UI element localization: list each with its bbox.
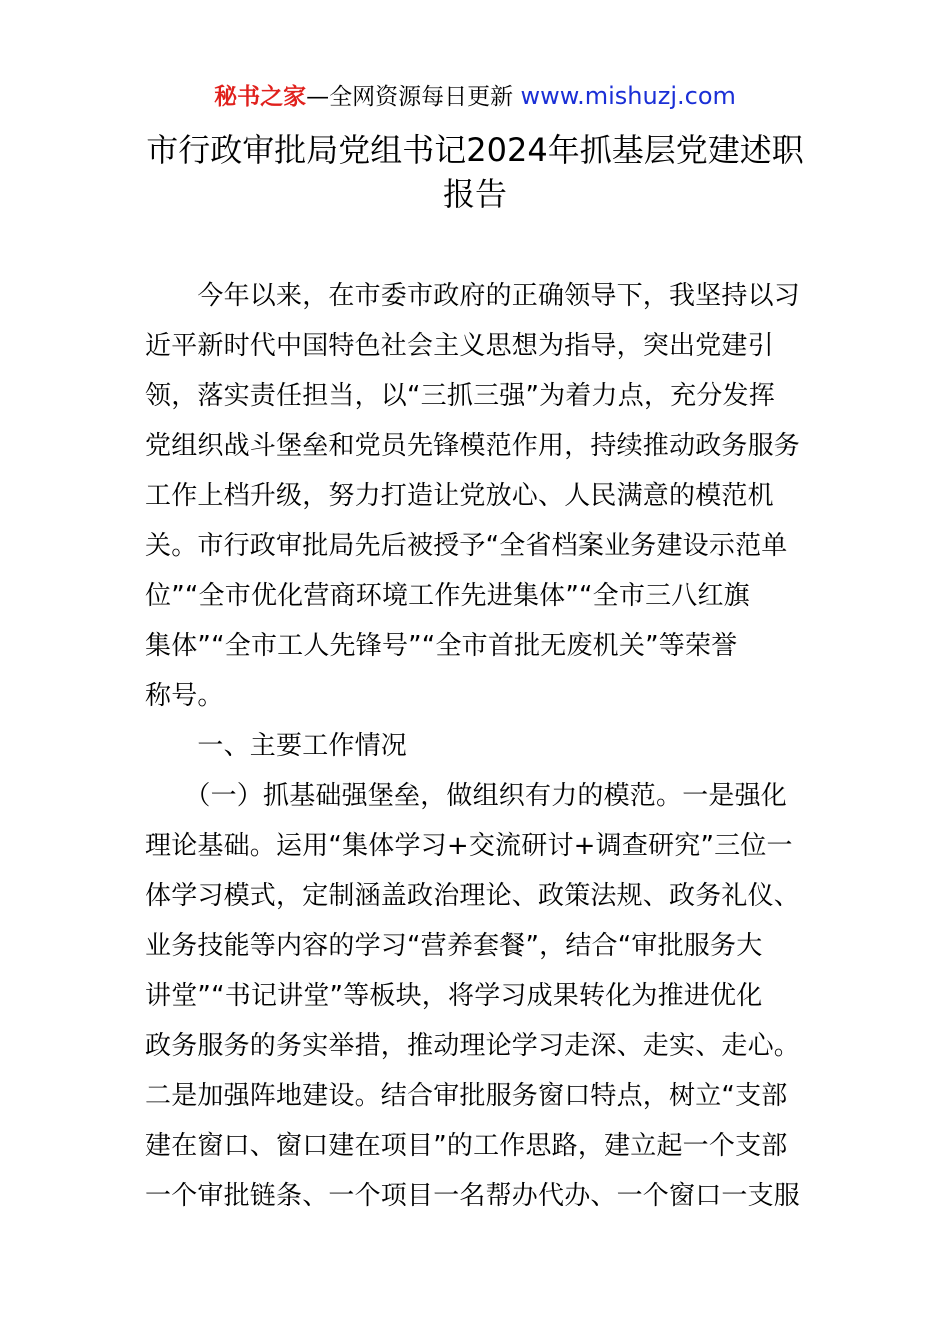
body-line: 二是加强阵地建设。结合审批服务窗口特点，树立“支部 bbox=[145, 1081, 788, 1111]
body-line: 理论基础。运用“集体学习+交流研讨+调查研究”三位一 bbox=[145, 831, 793, 861]
body-line: 体学习模式，定制涵盖政治理论、政策法规、政务礼仪、 bbox=[145, 881, 801, 911]
site-tagline: —全网资源每日更新 bbox=[306, 84, 521, 110]
body-line: 业务技能等内容的学习“营养套餐”，结合“审批服务大 bbox=[145, 931, 763, 961]
body-line: 集体”“全市工人先锋号”“全市首批无废机关”等荣誉 bbox=[145, 631, 738, 661]
body-line: 近平新时代中国特色社会主义思想为指导，突出党建引 bbox=[145, 331, 774, 361]
body-line: 领，落实责任担当，以“三抓三强”为着力点，充分发挥 bbox=[145, 381, 775, 411]
body-line: 位”“全市优化营商环境工作先进集体”“全市三八红旗 bbox=[145, 581, 750, 611]
document-title-line-1: 市行政审批局党组书记2024年抓基层党建述职 bbox=[146, 131, 804, 169]
body-line: （一）抓基础强堡垒，做组织有力的模范。一是强化 bbox=[145, 781, 788, 811]
document-title bbox=[130, 128, 820, 216]
section-heading: 一、主要工作情况 bbox=[145, 731, 408, 761]
site-url-link[interactable]: www.mishuzj.com bbox=[520, 82, 736, 110]
body-line: 建在窗口、窗口建在项目”的工作思路，建立起一个支部 bbox=[145, 1131, 788, 1161]
body-line: 工作上档升级，努力打造让党放心、人民满意的模范机 bbox=[145, 481, 774, 511]
document-body bbox=[145, 271, 807, 1221]
body-line: 称号。 bbox=[145, 681, 224, 711]
site-header bbox=[0, 80, 950, 113]
body-line: 今年以来，在市委市政府的正确领导下，我坚持以习 bbox=[145, 281, 801, 311]
body-line: 关。市行政审批局先后被授予“全省档案业务建设示范单 bbox=[145, 531, 788, 561]
body-line: 讲堂”“书记讲堂”等板块，将学习成果转化为推进优化 bbox=[145, 981, 763, 1011]
body-line: 一个审批链条、一个项目一名帮办代办、一个窗口一支服 bbox=[145, 1181, 801, 1211]
site-brand: 秘书之家 bbox=[214, 84, 307, 110]
document-title-line-2: 报告 bbox=[442, 175, 507, 213]
body-line: 党组织战斗堡垒和党员先锋模范作用，持续推动政务服务 bbox=[145, 431, 801, 461]
body-line: 政务服务的务实举措，推动理论学习走深、走实、走心。 bbox=[145, 1031, 801, 1061]
